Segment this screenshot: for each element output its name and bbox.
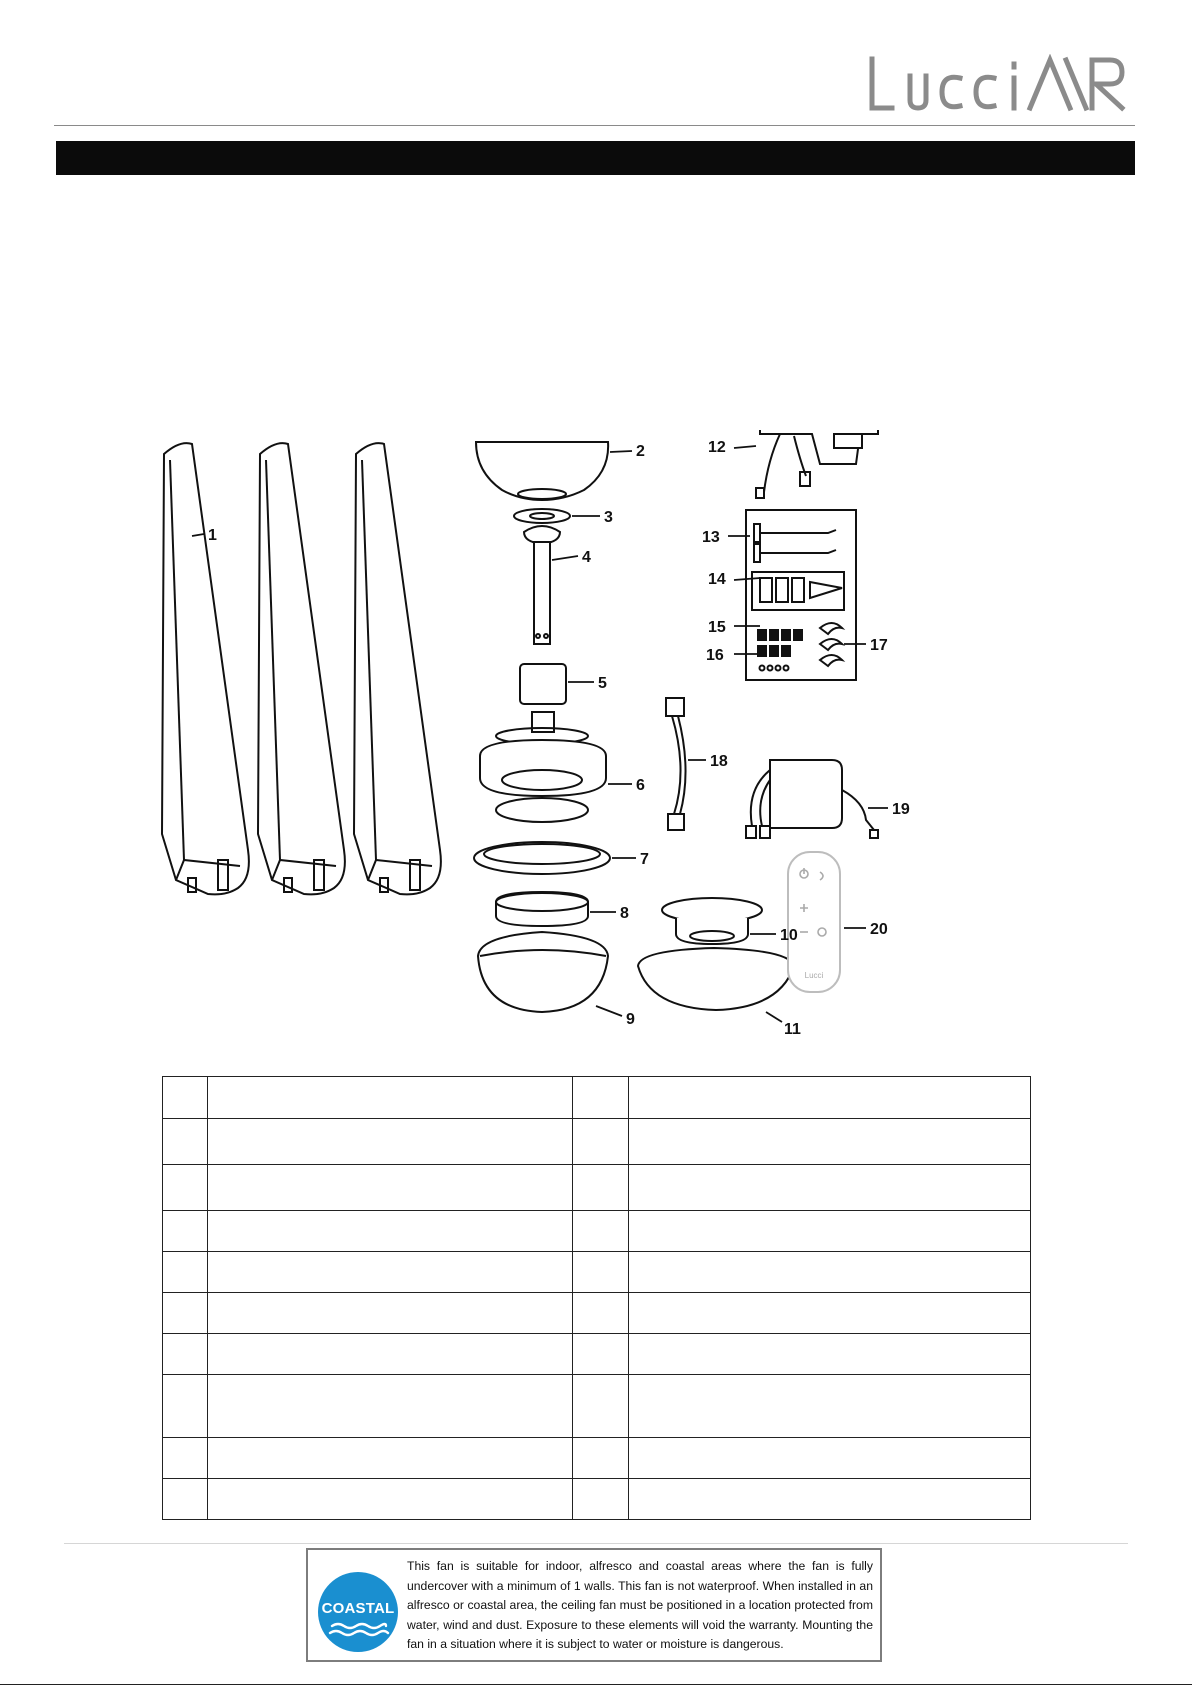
table-row	[163, 1375, 1031, 1438]
lucci-air-logo	[866, 54, 1126, 114]
part-number-cell	[573, 1293, 629, 1334]
wire-harness	[672, 716, 686, 814]
callout-12: 12	[708, 439, 726, 456]
callout-13: 13	[702, 529, 720, 546]
part-name-cell	[208, 1211, 573, 1252]
part-name-cell	[629, 1334, 1031, 1375]
callout-4: 4	[582, 549, 591, 566]
part-name-cell	[208, 1438, 573, 1479]
part-name-cell	[629, 1252, 1031, 1293]
table-row	[163, 1334, 1031, 1375]
part-name-cell	[629, 1438, 1031, 1479]
callout-7: 7	[640, 851, 649, 868]
table-row	[163, 1077, 1031, 1119]
part-number-cell	[163, 1375, 208, 1438]
part-number-cell	[163, 1252, 208, 1293]
callout-18: 18	[710, 753, 728, 770]
callout-1: 1	[208, 527, 217, 544]
part-number-cell	[163, 1334, 208, 1375]
part-name-cell	[629, 1165, 1031, 1211]
part-number-cell	[573, 1438, 629, 1479]
remote-brand: Lucci	[804, 971, 824, 980]
part-number-cell	[163, 1438, 208, 1479]
table-row	[163, 1252, 1031, 1293]
footer-rule	[64, 1543, 1128, 1544]
part-name-cell	[208, 1119, 573, 1165]
callout-5: 5	[598, 675, 607, 692]
table-row	[163, 1438, 1031, 1479]
coastal-badge	[318, 1572, 398, 1652]
part-name-cell	[208, 1077, 573, 1119]
part-number-cell	[163, 1077, 208, 1119]
coastal-notice	[306, 1548, 882, 1662]
part-number-cell	[573, 1479, 629, 1520]
callout-6: 6	[636, 777, 645, 794]
part-number-cell	[573, 1119, 629, 1165]
part-number-cell	[573, 1252, 629, 1293]
part-number-cell	[163, 1119, 208, 1165]
coastal-badge-label: COASTAL	[321, 1600, 395, 1617]
part-name-cell	[208, 1252, 573, 1293]
callout-15: 15	[708, 619, 726, 636]
callout-20: 20	[870, 921, 888, 938]
callout-14: 14	[708, 571, 726, 588]
table-row	[163, 1165, 1031, 1211]
callout-3: 3	[604, 509, 613, 526]
callout-8: 8	[620, 905, 629, 922]
part-name-cell	[629, 1479, 1031, 1520]
light-ring	[474, 842, 610, 874]
callout-17: 17	[870, 637, 888, 654]
coupling-cover	[520, 664, 566, 704]
part-number-cell	[573, 1211, 629, 1252]
part-number-cell	[573, 1375, 629, 1438]
motor	[480, 740, 606, 796]
fan-blade-3	[354, 443, 441, 894]
part-number-cell	[163, 1293, 208, 1334]
fan-blade-1	[162, 443, 249, 894]
canopy	[476, 442, 608, 500]
callout-19: 19	[892, 801, 910, 818]
glass-shade	[478, 932, 608, 1012]
part-name-cell	[629, 1375, 1031, 1438]
coastal-notice-text: This fan is suitable for indoor, alfresco and coastal areas where the fan is fully undercover with a minimum of 1 walls. This fan is not waterproof. When installed in an alfresco or coastal area, the ceiling fan must be positioned in a location protected from water, wind and dust. Exposure to these elements will void the warranty. Mounting the fan in a situation where it is subject to water or moisture is dangerous.	[407, 1559, 873, 1652]
table-row	[163, 1211, 1031, 1252]
parts-table	[162, 1076, 1031, 1520]
part-number-cell	[163, 1211, 208, 1252]
part-number-cell	[163, 1479, 208, 1520]
callout-11: 11	[784, 1021, 801, 1038]
part-name-cell	[208, 1375, 573, 1438]
part-name-cell	[208, 1479, 573, 1520]
waves-icon	[318, 1572, 398, 1652]
part-number-cell	[163, 1165, 208, 1211]
callout-2: 2	[636, 443, 645, 460]
table-row	[163, 1479, 1031, 1520]
canopy-cover	[514, 509, 570, 523]
downrod	[534, 542, 550, 644]
callout-10: 10	[780, 927, 798, 944]
title-bar	[56, 141, 1135, 175]
receiver	[770, 760, 842, 828]
part-name-cell	[629, 1211, 1031, 1252]
part-name-cell	[629, 1077, 1031, 1119]
table-row	[163, 1293, 1031, 1334]
dome-cover	[638, 948, 794, 1010]
part-name-cell	[208, 1334, 573, 1375]
callout-9: 9	[626, 1011, 635, 1028]
part-name-cell	[629, 1119, 1031, 1165]
header-rule	[54, 125, 1135, 126]
part-name-cell	[629, 1293, 1031, 1334]
exploded-parts-diagram	[140, 430, 980, 1050]
part-number-cell	[573, 1165, 629, 1211]
part-name-cell	[208, 1165, 573, 1211]
table-row	[163, 1119, 1031, 1165]
part-name-cell	[208, 1293, 573, 1334]
part-number-cell	[573, 1077, 629, 1119]
part-number-cell	[573, 1334, 629, 1375]
fan-blade-2	[258, 443, 345, 894]
callout-16: 16	[706, 647, 724, 664]
